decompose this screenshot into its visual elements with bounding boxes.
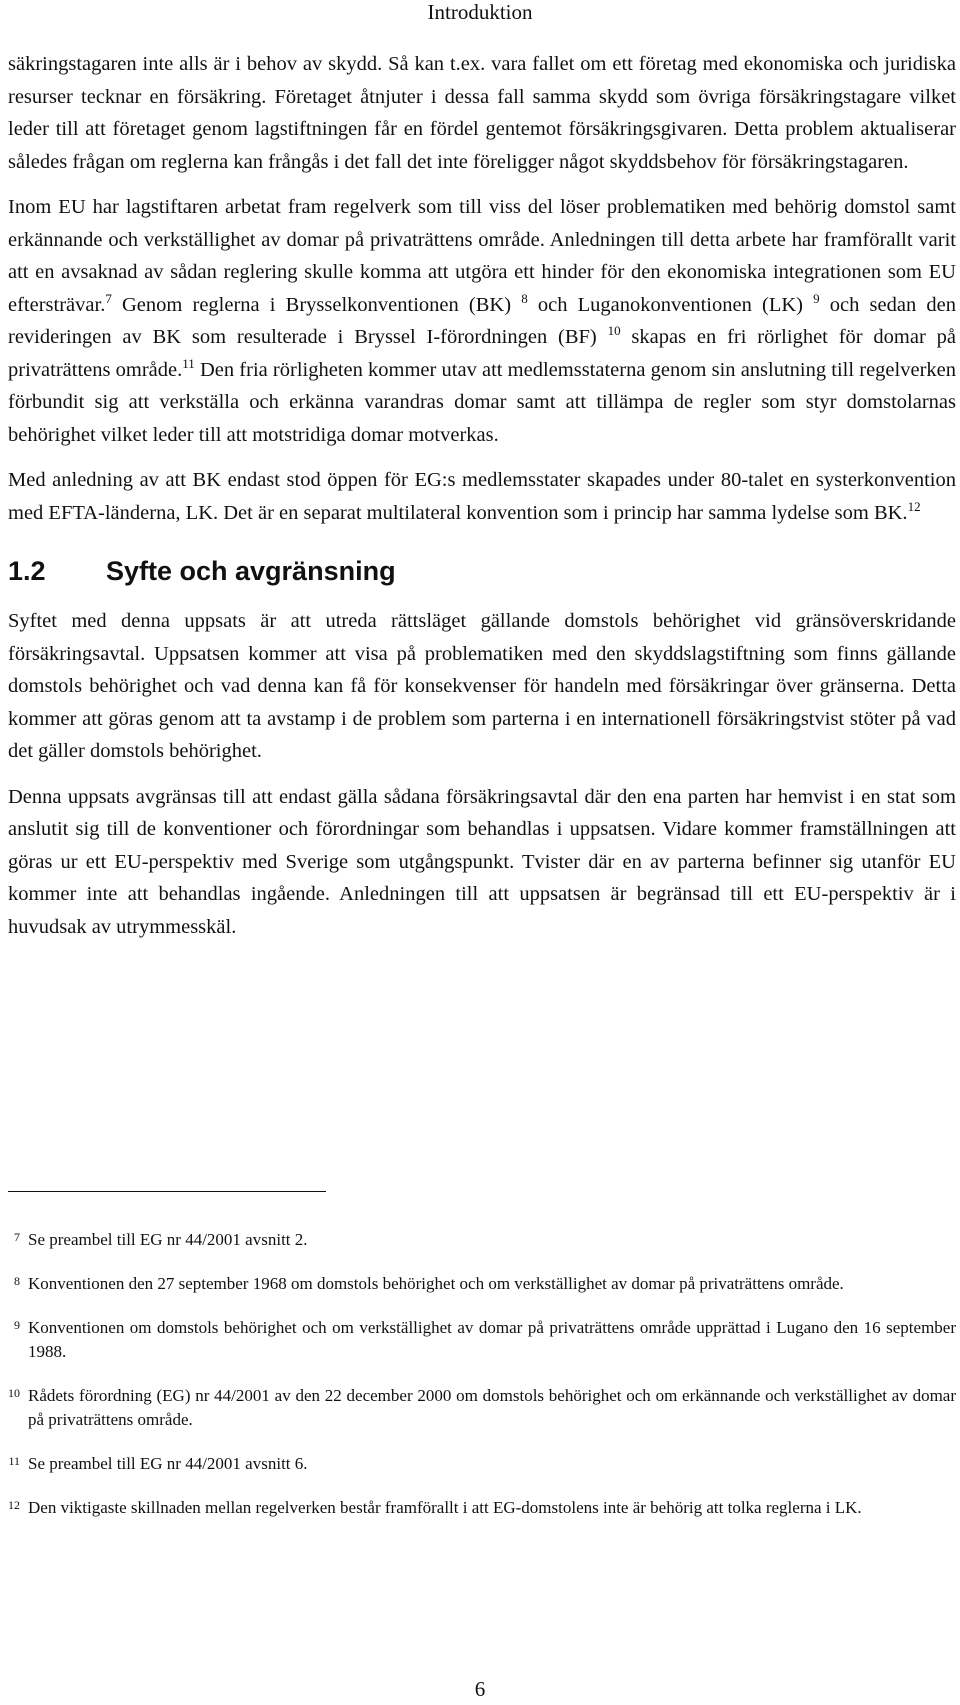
footnote-ref-10[interactable]: 10 bbox=[607, 323, 621, 338]
section-heading bbox=[8, 551, 956, 591]
footnote-ref-12[interactable]: 12 bbox=[907, 498, 921, 514]
footnote-text: Se preambel till EG nr 44/2001 avsnitt 2. bbox=[28, 1230, 308, 1249]
section-title: Syfte och avgränsning bbox=[106, 556, 396, 586]
footnote-number: 10 bbox=[8, 1386, 20, 1400]
paragraph-2-text-b: Genom reglerna i Brysselkonventionen (BK) bbox=[111, 293, 522, 316]
footnote-text: Rådets förordning (EG) nr 44/2001 av den 22 december 2000 om domstols behörighet och om erkännande och verkställighet av domar på privaträttens område. bbox=[28, 1386, 956, 1429]
footnote-number: 8 bbox=[14, 1274, 20, 1288]
footnotes bbox=[8, 1228, 956, 1540]
footnote-ref-7[interactable]: 7 bbox=[105, 290, 112, 306]
footnote-12 bbox=[8, 1496, 956, 1520]
footnote-ref-9[interactable]: 9 bbox=[813, 290, 820, 306]
footnote-number: 12 bbox=[8, 1498, 20, 1512]
paragraph-2-text-a: Inom EU har lagstiftaren arbetat fram regelverk som till viss del löser problematiken med behörig domstol samt erkännande och verkställighet av domar på privaträttens område. Anledningen till detta arbete har framförallt varit att en avsaknad av sådan reglering skulle komma att utgöra ett hinder för den ekonomiska integrationen som EU eftersträvar. bbox=[8, 196, 956, 316]
footnote-7 bbox=[8, 1228, 956, 1252]
footnote-8 bbox=[8, 1272, 956, 1296]
footnote-number: 7 bbox=[14, 1230, 20, 1244]
footnote-9 bbox=[8, 1316, 956, 1364]
footnote-text: Konventionen den 27 september 1968 om domstols behörighet och om verkställighet av domar på privaträttens område. bbox=[28, 1274, 844, 1293]
footnote-ref-11[interactable]: 11 bbox=[182, 355, 195, 371]
footnote-10 bbox=[8, 1384, 956, 1432]
paragraph-3 bbox=[8, 464, 956, 529]
paragraph-2-text-f: Den fria rörligheten kommer utav att medlemsstaterna genom sin anslutning till regelverken förbundit sig att verkställa och erkänna varandras domar samt att tillämpa de regler som styr domstolarnas behörighet vilket leder till att motstridiga domar motverkas. bbox=[8, 358, 956, 446]
paragraph-3-text: Med anledning av att BK endast stod öppen för EG:s medlemsstater skapades under 80-talet en systerkonvention med EFTA-länderna, LK. Det är en separat multilateral konvention som i princip har samma lydelse som BK. bbox=[8, 469, 956, 524]
section-paragraph-2: Denna uppsats avgränsas till att endast gälla sådana försäkringsavtal där den ena parten har hemvist i en stat som anslutit sig till de konventioner och förordningar som behandlas i uppsatsen. Vidare kommer framställningen att göras ur ett EU-perspektiv med Sverige som utgångspunkt. Tvister där en av parterna befinner sig utanför EU kommer inte att behandlas ingående. Anledningen till att uppsatsen är begränsad till ett EU-perspektiv är i huvudsak av utrymmesskäl. bbox=[8, 785, 956, 938]
page-number: 6 bbox=[474, 1677, 486, 1701]
paragraph-2-text-c: och Luganokonventionen (LK) bbox=[527, 293, 814, 316]
footnote-number: 9 bbox=[14, 1318, 20, 1332]
paragraph-1 bbox=[8, 48, 956, 178]
running-header: Introduktion bbox=[427, 0, 533, 24]
paragraph-2 bbox=[8, 191, 956, 451]
footnote-ref-8[interactable]: 8 bbox=[521, 290, 528, 306]
body-text bbox=[8, 48, 956, 943]
paragraph-2-text-e: skapas en fri rörlighet för domar på privaträttens område. bbox=[8, 326, 956, 381]
footnote-number: 11 bbox=[8, 1454, 20, 1468]
footnote-separator bbox=[8, 1191, 326, 1192]
paragraph-2-text-d: och sedan den revideringen av BK som resulterade i Bryssel I-förordningen (BF) bbox=[8, 293, 956, 348]
section-paragraph-1: Syftet med denna uppsats är att utreda rättsläget gällande domstols behörighet vid gränsöverskridande försäkringsavtal. Uppsatsen kommer att visa på problematiken med den skyddslagstiftning som finns gällande domstols behörighet och vad denna kan få för konsekvenser för handeln med försäkringar över gränserna. Detta kommer att göras genom att ta avstamp i de problem som parterna i en internationell försäkringstvist stöter på vad det gäller domstols behörighet. bbox=[8, 610, 956, 762]
footnote-11 bbox=[8, 1452, 956, 1476]
footnote-text: Konventionen om domstols behörighet och om verkställighet av domar på privaträttens område upprättad i Lugano den 16 september 1988. bbox=[28, 1318, 956, 1361]
section-number: 1.2 bbox=[8, 556, 46, 586]
footnote-text: Se preambel till EG nr 44/2001 avsnitt 6. bbox=[28, 1454, 308, 1473]
footnote-text: Den viktigaste skillnaden mellan regelverken består framförallt i att EG-domstolens inte är behörig att tolka reglerna i LK. bbox=[28, 1498, 862, 1517]
paragraph-1-text: säkringstagaren inte alls är i behov av skydd. Så kan t.ex. vara fallet om ett företag med ekonomiska och juridiska resurser tecknar en försäkring. Företaget åtnjuter i dessa fall samma skydd som övriga försäkringstagare vilket leder till att företaget genom lagstiftningen får en fördel gentemot försäkringsgivaren. Detta problem aktualiserar således frågan om reglerna kan frångås i det fall det inte föreligger något skyddsbehov för försäkringstagaren. bbox=[8, 53, 956, 173]
